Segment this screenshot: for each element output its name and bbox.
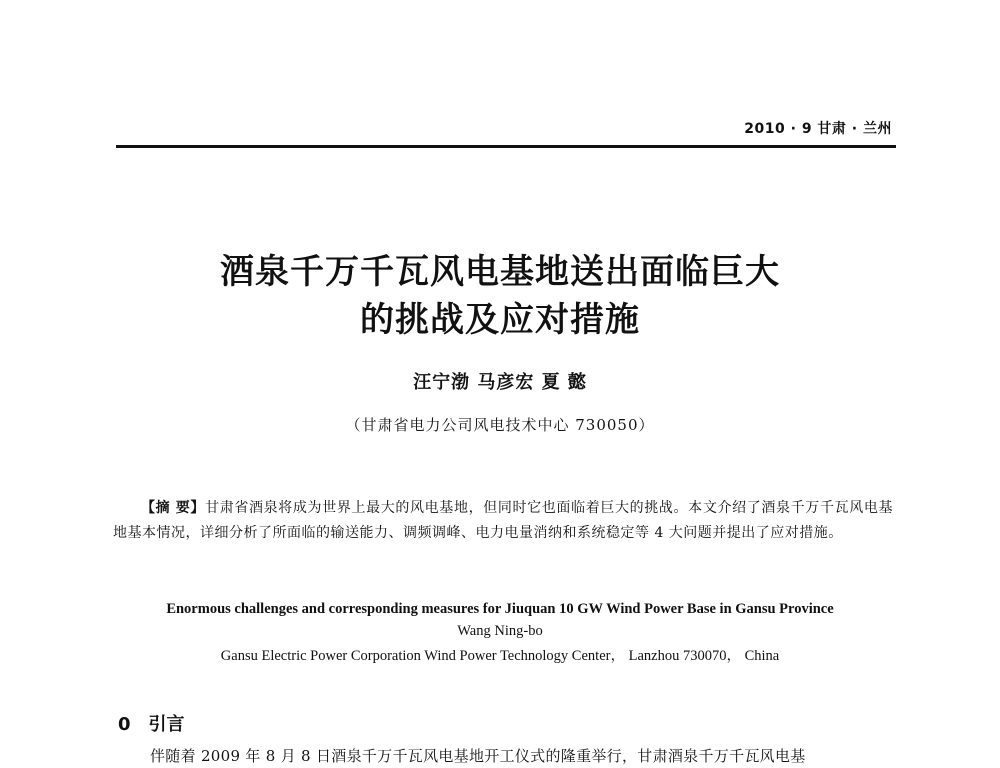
author-affiliation: （甘肃省电力公司风电技术中心 730050） — [345, 416, 655, 434]
abstract-text: 甘肃省酒泉将成为世界上最大的风电基地，但同时它也面临着巨大的挑战。本文介绍了酒泉千万千瓦风电基地基本情况，详细分析了所面临的输送能力、调频调峰、电力电量消纳和系统稳定等 4 大问题并提出了应对措施。 — [113, 500, 894, 541]
section-number: 0 — [118, 714, 131, 735]
abstract — [113, 496, 893, 546]
section-title: 引言 — [148, 714, 185, 735]
header-rule — [116, 145, 896, 148]
section-heading — [118, 710, 185, 736]
paper-title-line-2: 的挑战及应对措施 — [360, 300, 640, 340]
author-list: 汪宁渤 马彦宏 夏 懿 — [413, 372, 587, 393]
paper-title-line-1: 酒泉千万千瓦风电基地送出面临巨大 — [220, 252, 780, 292]
body-paragraph: 伴随着 2009 年 8 月 8 日酒泉千万千瓦风电基地开工仪式的隆重举行，甘肃酒泉千万千瓦风电基 — [150, 747, 806, 765]
english-author: Wang Ning-bo — [457, 623, 543, 639]
english-abstract-block — [0, 598, 1000, 670]
running-header: 2010 · 9 甘肃 · 兰州 — [744, 121, 892, 137]
paper-title — [0, 248, 1000, 344]
english-affiliation: Gansu Electric Power Corporation Wind Power Technology Center， Lanzhou 730070， China — [220, 648, 780, 664]
english-title: Enormous challenges and corresponding measures for Jiuquan 10 GW Wind Power Base in Gansu Province — [166, 601, 834, 617]
abstract-label: 【摘 要】 — [141, 500, 206, 516]
